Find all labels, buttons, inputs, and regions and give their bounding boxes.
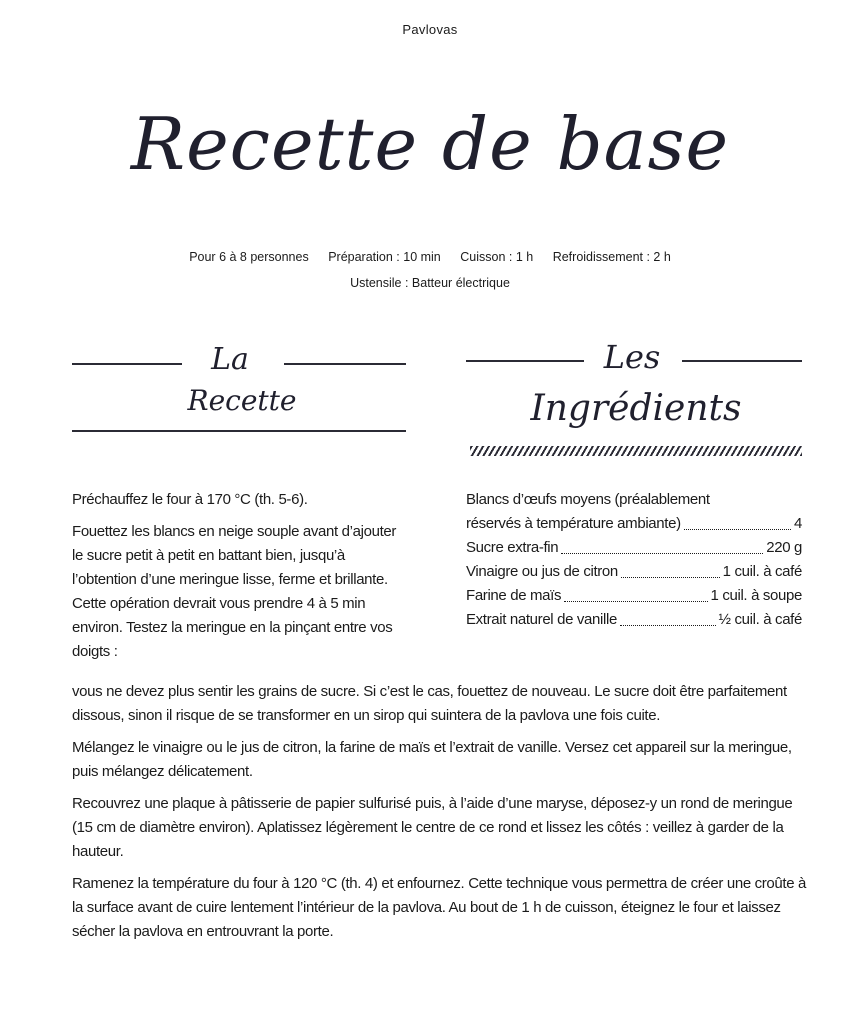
dot-leader (561, 552, 763, 554)
ingredients-heading-small: Les (603, 338, 661, 376)
ingredients-heading (466, 340, 802, 470)
cooling-time: Refroidissement : 2 h (552, 250, 671, 264)
ingredient-qty: 220 g (766, 539, 802, 556)
dot-leader (564, 600, 707, 602)
ingredient-line: Blancs d’œufs moyens (préalablement (466, 491, 710, 508)
step-paragraph: Recouvrez une plaque à pâtisserie de papier sulfurisé puis, à l’aide d’une maryse, déposez-y un rond de meringue (15 cm de diamètre environ). Aplatissez légèrement le centre de ce rond et lissez les côtés : veillez à garder de la hauteur. (72, 795, 793, 860)
servings: Pour 6 à 8 personnes (189, 250, 309, 264)
ingredient-item (466, 584, 802, 608)
ingredient-item (466, 512, 802, 536)
ingredient-name: réservés à température ambiante) (466, 515, 681, 532)
ingredients-heading-big: Ingrédients (530, 388, 742, 429)
divider (466, 360, 584, 362)
step-paragraph: vous ne devez plus sentir les grains de sucre. Si c’est le cas, fouettez de nouveau. Le sucre doit être parfaitement dissous, sinon il risque de se transformer en un sirop qui suintera de la pavlova une fois cuite. (72, 683, 787, 724)
ingredient-qty: 1 cuil. à soupe (710, 587, 802, 604)
ingredient-item (466, 608, 802, 632)
ingredient-name: Extrait naturel de vanille (466, 611, 617, 628)
step-paragraph: Préchauffez le four à 170 °C (th. 5-6). (72, 491, 308, 508)
divider (682, 360, 802, 362)
ingredients-list (466, 488, 802, 632)
divider (284, 363, 406, 365)
recipe-meta (0, 244, 860, 296)
step-paragraph: Fouettez les blancs en neige souple avant d’ajouter le sucre petit à petit en battant bien, jusqu’à l’obtention d’une meringue lisse, ferme et brillante. Cette opération devrait vous prendre 4 à 5 min environ. Testez la meringue en la pinçant entre vos doigts : (72, 523, 397, 660)
utensil: Ustensile : Batteur électrique (350, 276, 510, 290)
step-paragraph: Mélangez le vinaigre ou le jus de citron, la farine de maïs et l’extrait de vanille. Versez cet appareil sur la meringue, puis mélangez délicatement. (72, 739, 792, 780)
ingredient-name: Vinaigre ou jus de citron (466, 563, 618, 580)
recipe-steps-full (72, 680, 812, 952)
recette-heading (72, 340, 406, 440)
step-paragraph: Ramenez la température du four à 120 °C (th. 4) et enfournez. Cette technique vous permettra de créer une croûte à la surface avant de cuire lentement l’intérieur de la pavlova. Au bout de 1 h de cuisson, éteignez le four et laissez sécher la pavlova en entrouvrant la porte. (72, 875, 807, 940)
cooking-time: Cuisson : 1 h (460, 250, 534, 264)
divider (72, 363, 182, 365)
dot-leader (684, 528, 791, 530)
recipe-steps-top (72, 488, 402, 672)
ingredient-qty: ½ cuil. à café (718, 611, 802, 628)
preparation-time: Préparation : 10 min (328, 250, 441, 264)
dot-leader (620, 624, 716, 626)
ingredient-qty: 4 (794, 515, 802, 532)
page-title: Recette de base (130, 102, 730, 186)
ingredient-name: Sucre extra-fin (466, 539, 559, 556)
recette-heading-small: La (211, 342, 249, 377)
divider (72, 430, 406, 432)
dot-leader (621, 576, 720, 578)
ingredient-item (466, 536, 802, 560)
ingredient-name: Farine de maïs (466, 587, 562, 604)
hatch-divider (470, 446, 802, 456)
recette-heading-big: Recette (187, 384, 297, 417)
running-head: Pavlovas (402, 22, 458, 37)
ingredient-item (466, 560, 802, 584)
ingredient-qty: 1 cuil. à café (722, 563, 802, 580)
